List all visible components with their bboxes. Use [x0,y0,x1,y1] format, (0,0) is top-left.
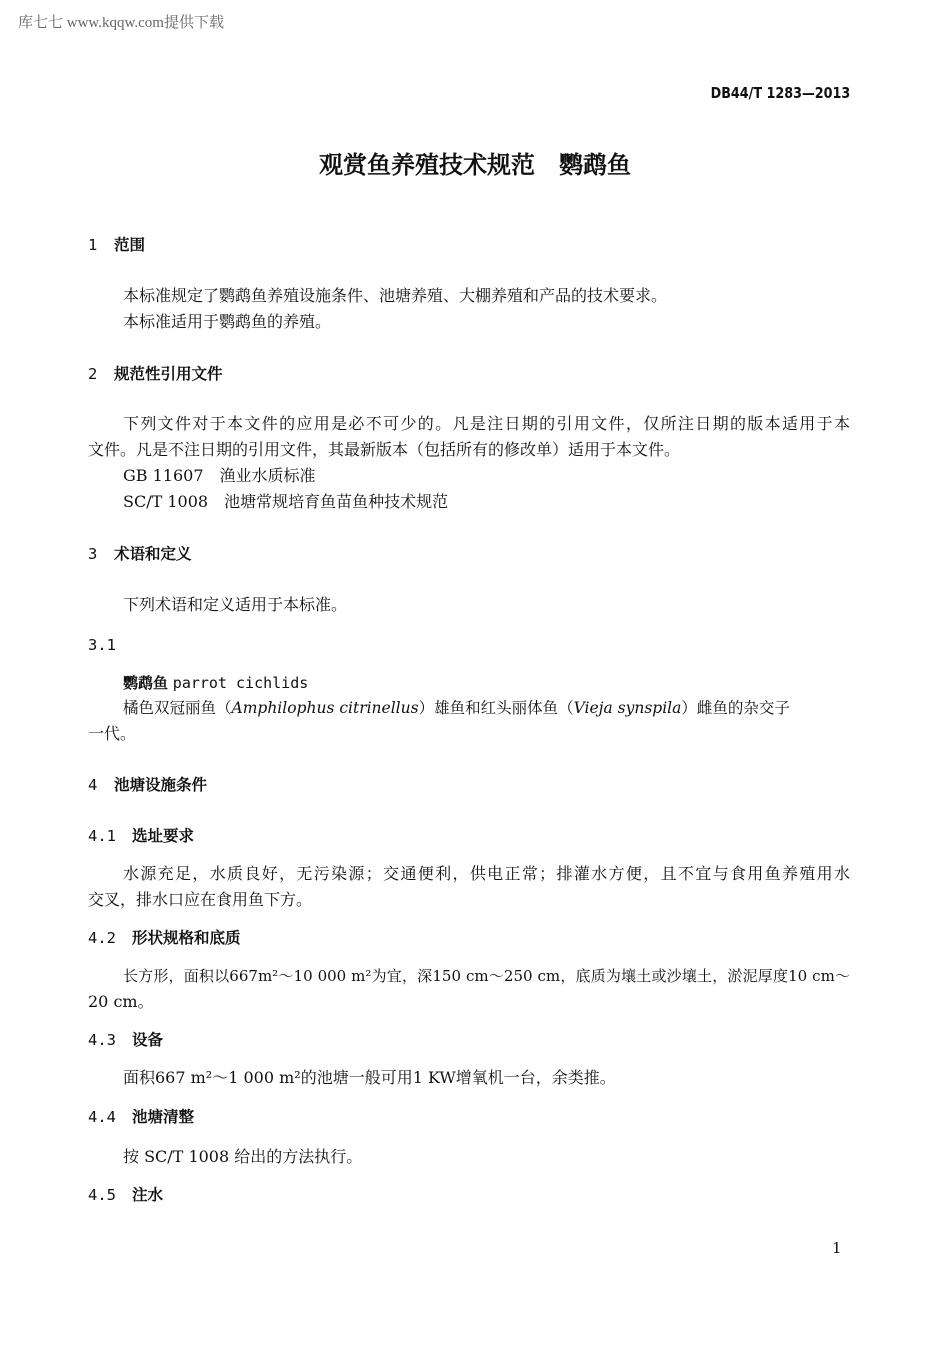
section-3-1-heading [88,634,116,656]
definition-text: 橘色双冠丽鱼（ [123,699,232,717]
paragraph-line: 交叉，排水口应在食用鱼下方。 [88,890,313,909]
section-number: 2 [88,365,98,383]
section-number: 4.2 [88,929,116,947]
paragraph-line: 水源充足，水质良好，无污染源；交通便利，供电正常；排灌水方便，且不宜与食用鱼养殖用水 [123,864,850,883]
section-title: 池塘设施条件 [114,776,208,794]
paragraph-line: 20 cm。 [88,992,154,1011]
section-number: 1 [88,236,98,254]
watermark: 库七七 www.kqqw.com提供下载 [18,15,224,31]
term-definition [123,697,790,719]
species-name: Amphilophus citrinellus [231,699,419,717]
section-title: 规范性引用文件 [114,365,223,383]
section-title: 术语和定义 [114,545,192,563]
section-3-heading [88,543,192,565]
term-english: parrot cichlids [172,674,309,692]
standard-code: DB44/T 1283—2013 [710,84,850,102]
section-number: 4.3 [88,1031,116,1049]
species-name: Vieja synspila [573,699,682,717]
page-number: 1 [832,1239,842,1257]
paragraph-line: 按 SC/T 1008 给出的方法执行。 [123,1147,363,1166]
section-number: 4.5 [88,1186,116,1204]
section-title: 注水 [132,1186,164,1204]
term-entry [123,672,308,694]
definition-text: ）雌鱼的杂交子 [681,699,790,717]
section-1-heading [88,234,145,256]
section-4-4-heading [88,1106,194,1128]
paragraph-line: 面积667 m²～1 000 m²的池塘一般可用1 KW增氧机一台，余类推。 [123,1068,616,1087]
section-number: 4.1 [88,827,116,845]
definition-text: ）雄鱼和红头丽体鱼（ [418,699,574,717]
section-number: 3.1 [88,636,116,654]
section-4-3-heading [88,1029,163,1051]
paragraph-line: 文件。凡是不注日期的引用文件，其最新版本（包括所有的修改单）适用于本文件。 [88,440,681,459]
paragraph-line: 长方形，面积以667m²～10 000 m²为宜，深150 cm～250 cm，底质为壤土或沙壤土，淤泥厚度10 cm～ [123,967,850,985]
paragraph-line: 本标准规定了鹦鹉鱼养殖设施条件、池塘养殖、大棚养殖和产品的技术要求。 [123,286,668,305]
section-title: 设备 [132,1031,164,1049]
section-4-heading [88,774,207,796]
section-2-heading [88,363,223,385]
section-number: 4 [88,776,98,794]
section-number: 4.4 [88,1108,116,1126]
section-title: 范围 [114,236,146,254]
reference-sct1008: SC/T 1008 池塘常规培育鱼苗鱼种技术规范 [123,492,449,511]
section-number: 3 [88,545,98,563]
document-title: 观赏鱼养殖技术规范 鹦鹉鱼 [319,151,631,179]
term-chinese: 鹦鹉鱼 [123,674,169,692]
paragraph-line: 本标准适用于鹦鹉鱼的养殖。 [123,312,332,331]
section-title: 形状规格和底质 [132,929,241,947]
section-title: 池塘清整 [132,1108,195,1126]
paragraph-line: 下列术语和定义适用于本标准。 [123,595,348,614]
section-4-1-heading [88,825,194,847]
section-title: 选址要求 [132,827,195,845]
reference-gb11607: GB 11607 渔业水质标准 [123,466,316,485]
paragraph-line: 下列文件对于本文件的应用是必不可少的。凡是注日期的引用文件，仅所注日期的版本适用于本 [123,414,850,433]
section-4-2-heading [88,927,241,949]
term-definition-continued: 一代。 [88,724,137,743]
section-4-5-heading [88,1184,163,1206]
